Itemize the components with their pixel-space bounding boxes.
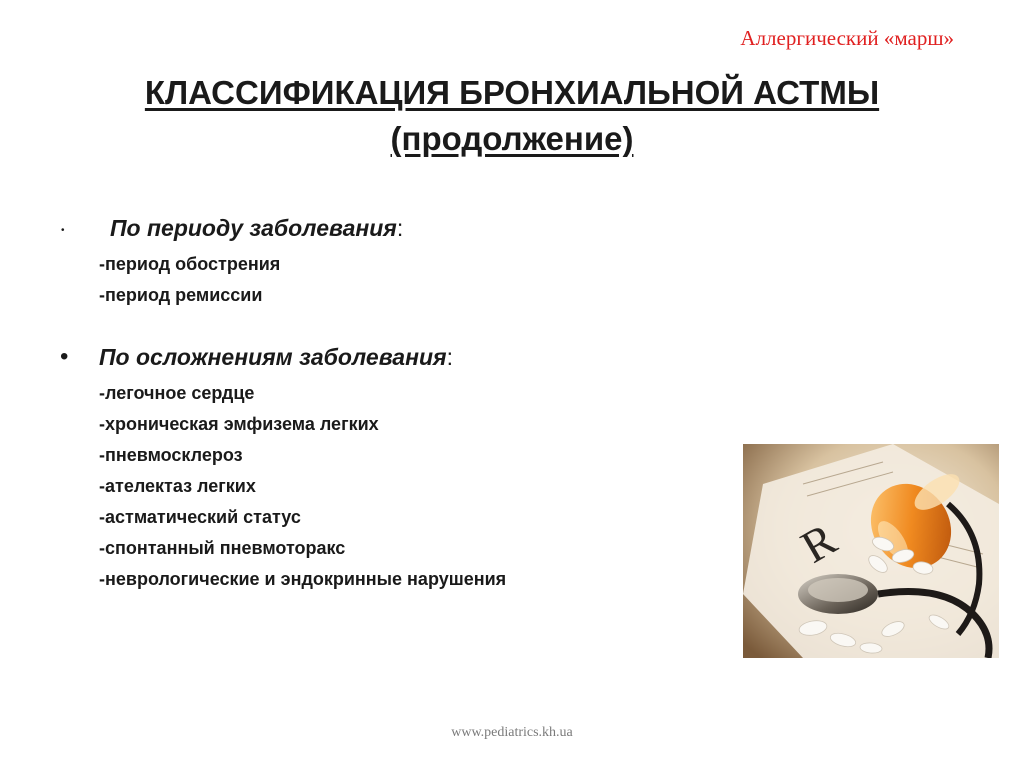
bullet-icon: • — [61, 225, 65, 236]
title-line-1: КЛАССИФИКАЦИЯ БРОНХИАЛЬНОЙ АСТМЫ — [144, 74, 880, 111]
title-line-2: (продолжение) — [390, 120, 634, 157]
section-heading — [110, 213, 403, 243]
heading-colon: : — [446, 344, 453, 370]
heading-colon: : — [396, 215, 404, 241]
list-item: -спонтанный пневмоторакс — [99, 538, 346, 558]
list-item: -период обострения — [99, 254, 281, 274]
list-item: -ателектаз легких — [99, 476, 256, 496]
rx-icon: R — [792, 513, 845, 573]
section-list — [99, 249, 280, 311]
list-item: -период ремиссии — [99, 285, 263, 305]
section-heading — [99, 342, 453, 372]
list-item: -хроническая эмфизема легких — [99, 414, 379, 434]
footer-url: www.pediatrics.kh.ua — [451, 725, 573, 740]
slide-title — [0, 70, 1024, 162]
list-item: -пневмосклероз — [99, 445, 243, 465]
list-item: -астматический статус — [99, 507, 301, 527]
medicine-photo — [743, 444, 999, 658]
bullet-icon: • — [60, 343, 69, 370]
section-heading-text: По осложнениям заболевания — [99, 344, 447, 370]
section-heading-text: По периоду заболевания — [110, 215, 397, 241]
corner-title: Аллергический «марш» — [740, 26, 954, 50]
list-item: -легочное сердце — [99, 383, 255, 403]
list-item: -неврологические и эндокринные нарушения — [99, 569, 507, 589]
section-list — [99, 378, 506, 595]
